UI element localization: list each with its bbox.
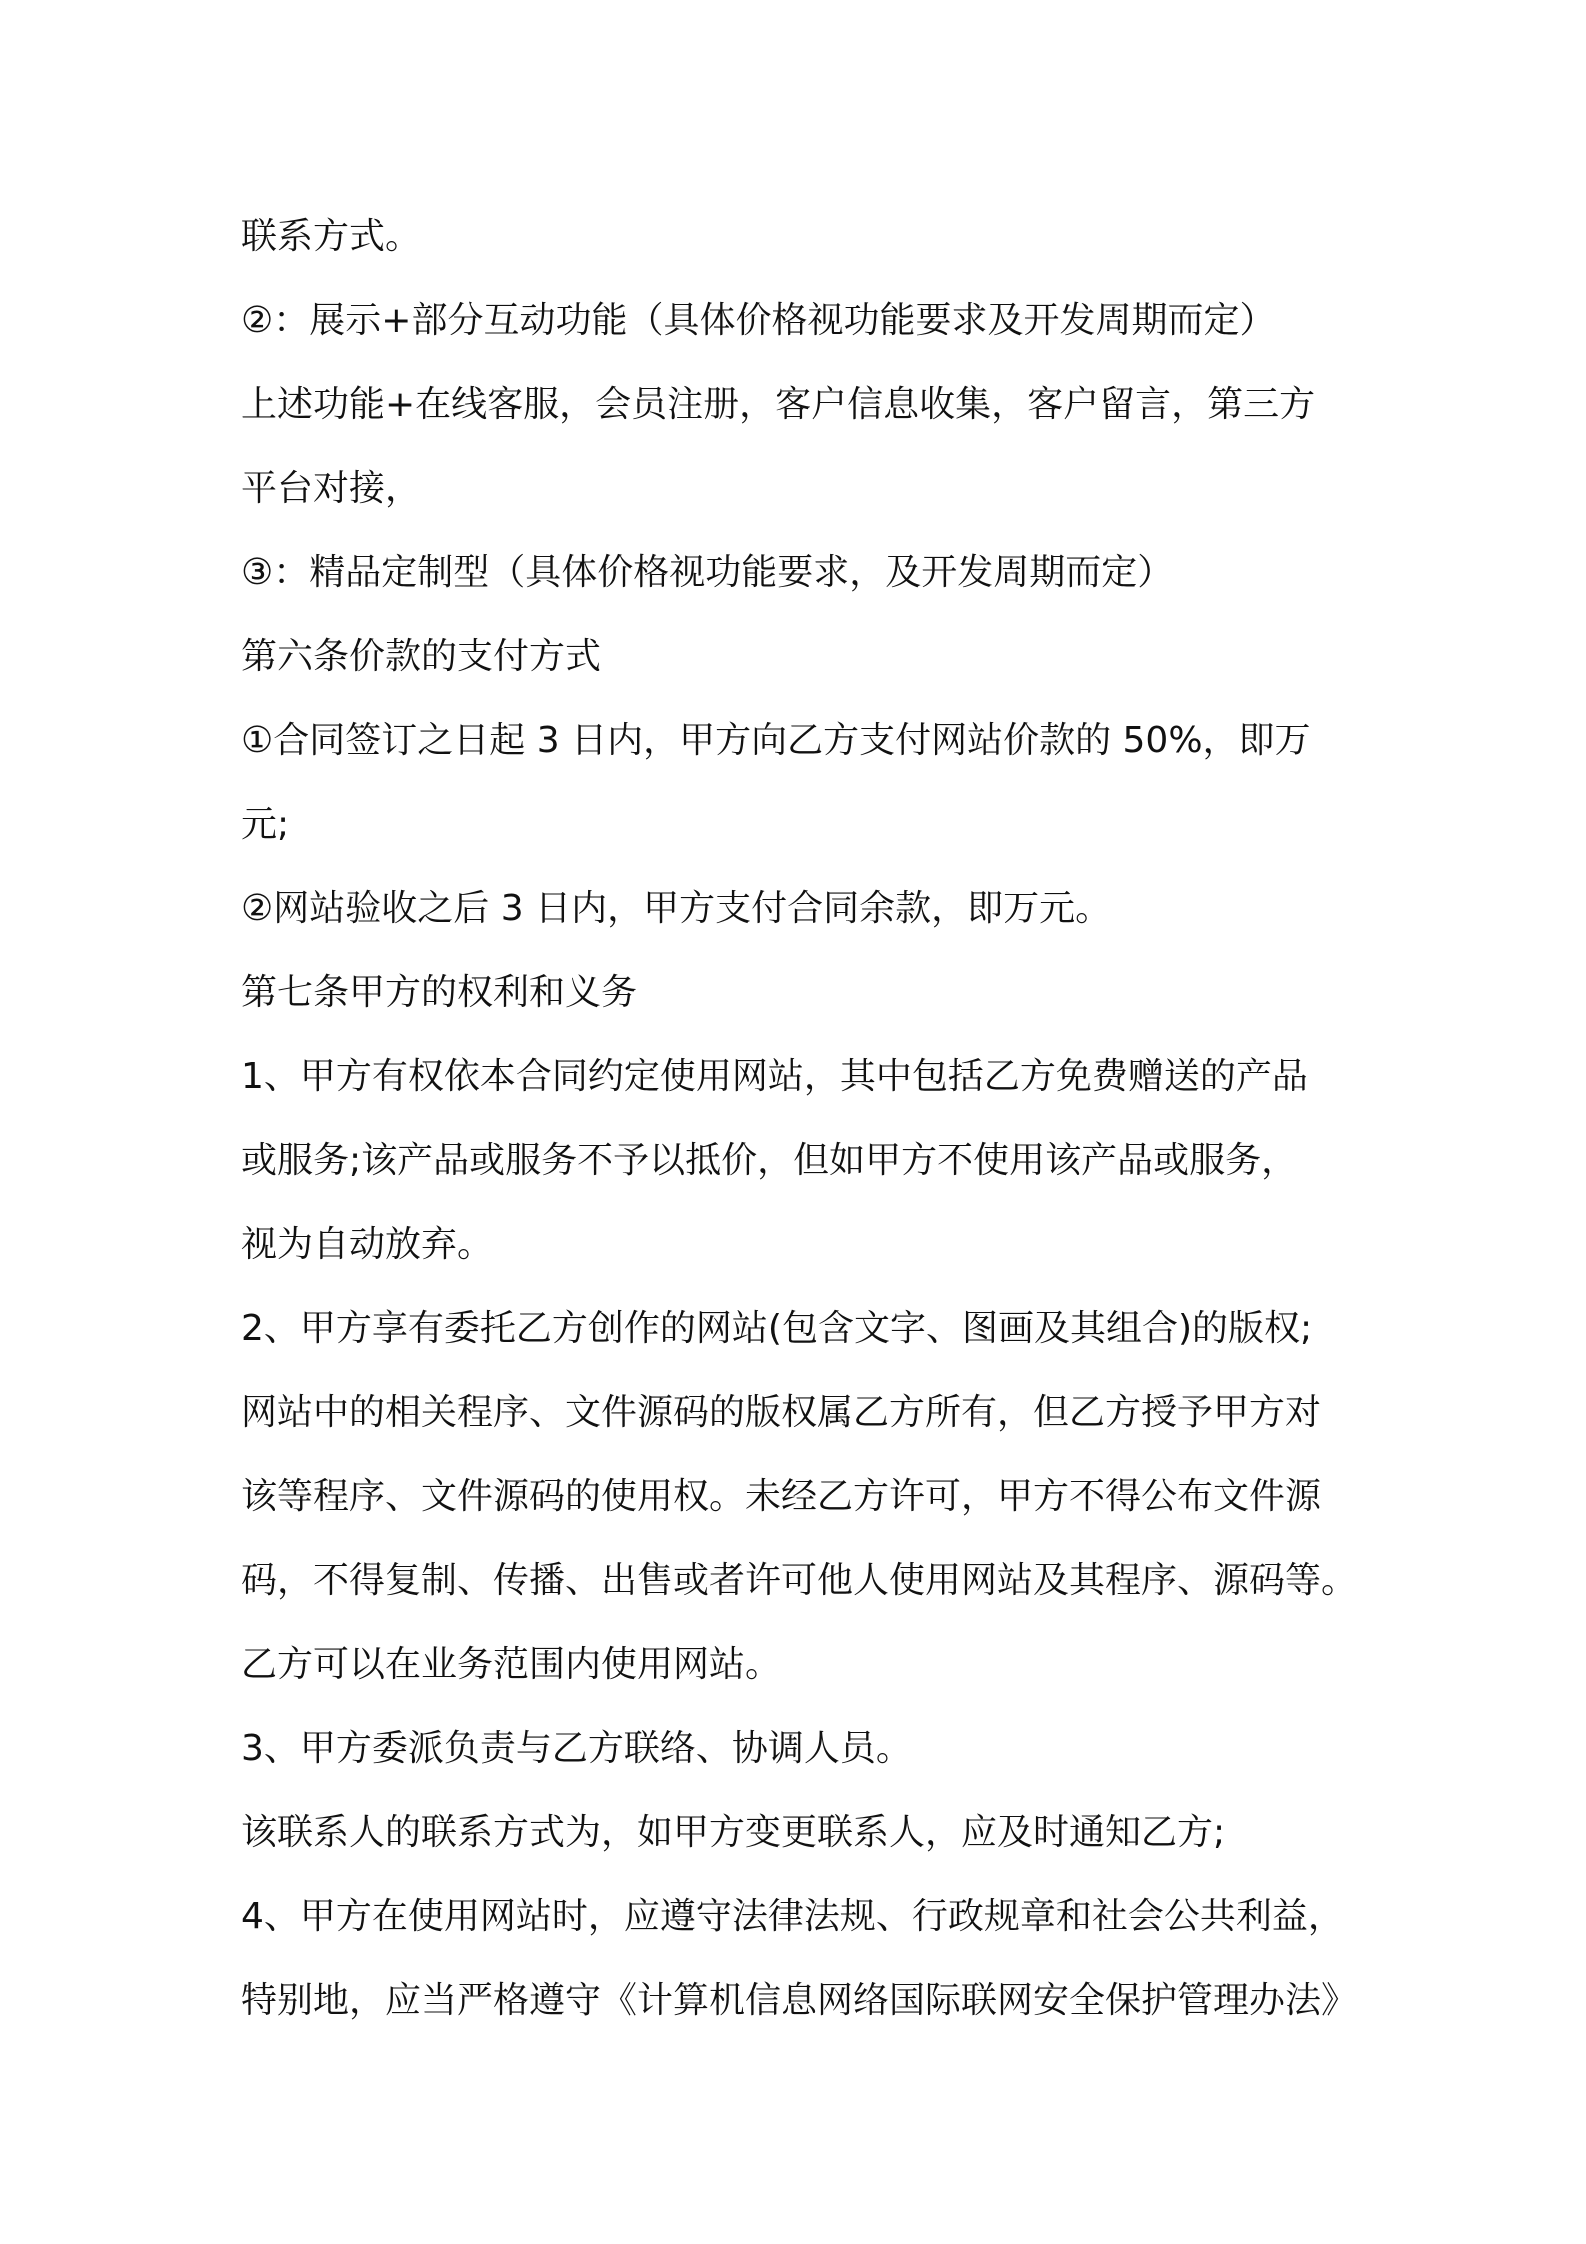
- text-line-clause-2-end: 乙方可以在业务范围内使用网站。: [241, 1644, 782, 1685]
- section-heading-article-6: 第六条价款的支付方式: [241, 636, 602, 677]
- text-line-features-cont: 平台对接，: [241, 468, 422, 509]
- text-line-contact: 联系方式。: [241, 216, 422, 257]
- text-line-clause-1-cont: 或服务;该产品或服务不予以抵价，但如甲方不使用该产品或服务，: [241, 1140, 1298, 1181]
- text-line-clause-2: 2、甲方享有委托乙方创作的网站(包含文字、图画及其组合)的版权;: [241, 1308, 1313, 1349]
- text-line-clause-1: 1、甲方有权依本合同约定使用网站，其中包括乙方免费赠送的产品: [241, 1056, 1308, 1097]
- text-line-payment-1: ①合同签订之日起 3 日内，甲方向乙方支付网站价款的 50%，即万: [241, 720, 1311, 761]
- text-line-payment-2: ②网站验收之后 3 日内，甲方支付合同余款，即万元。: [241, 888, 1112, 929]
- document-body: [241, 195, 1371, 2043]
- text-line-clause-1-end: 视为自动放弃。: [241, 1224, 494, 1265]
- text-line-clause-4: 4、甲方在使用网站时，应遵守法律法规、行政规章和社会公共利益，: [241, 1896, 1344, 1937]
- text-line-clause-3: 3、甲方委派负责与乙方联络、协调人员。: [241, 1728, 912, 1769]
- text-line-clause-2-cont2: 该等程序、文件源码的使用权。未经乙方许可，甲方不得公布文件源: [241, 1476, 1322, 1517]
- text-line-features: 上述功能+在线客服，会员注册，客户信息收集，客户留言，第三方: [241, 384, 1316, 425]
- text-line-option-2: ②：展示+部分互动功能（具体价格视功能要求及开发周期而定）: [241, 300, 1276, 341]
- text-line-option-3: ③：精品定制型（具体价格视功能要求，及开发周期而定）: [241, 552, 1174, 593]
- text-line-clause-3-cont: 该联系人的联系方式为，如甲方变更联系人，应及时通知乙方;: [241, 1812, 1226, 1853]
- text-line-clause-4-cont: 特别地，应当严格遵守《计算机信息网络国际联网安全保护管理办法》: [241, 1980, 1358, 2021]
- text-line-payment-1-cont: 元;: [241, 804, 290, 845]
- section-heading-article-7: 第七条甲方的权利和义务: [241, 972, 638, 1013]
- text-line-clause-2-cont3: 码，不得复制、传播、出售或者许可他人使用网站及其程序、源码等。: [241, 1560, 1358, 1601]
- text-line-clause-2-cont: 网站中的相关程序、文件源码的版权属乙方所有，但乙方授予甲方对: [241, 1392, 1322, 1433]
